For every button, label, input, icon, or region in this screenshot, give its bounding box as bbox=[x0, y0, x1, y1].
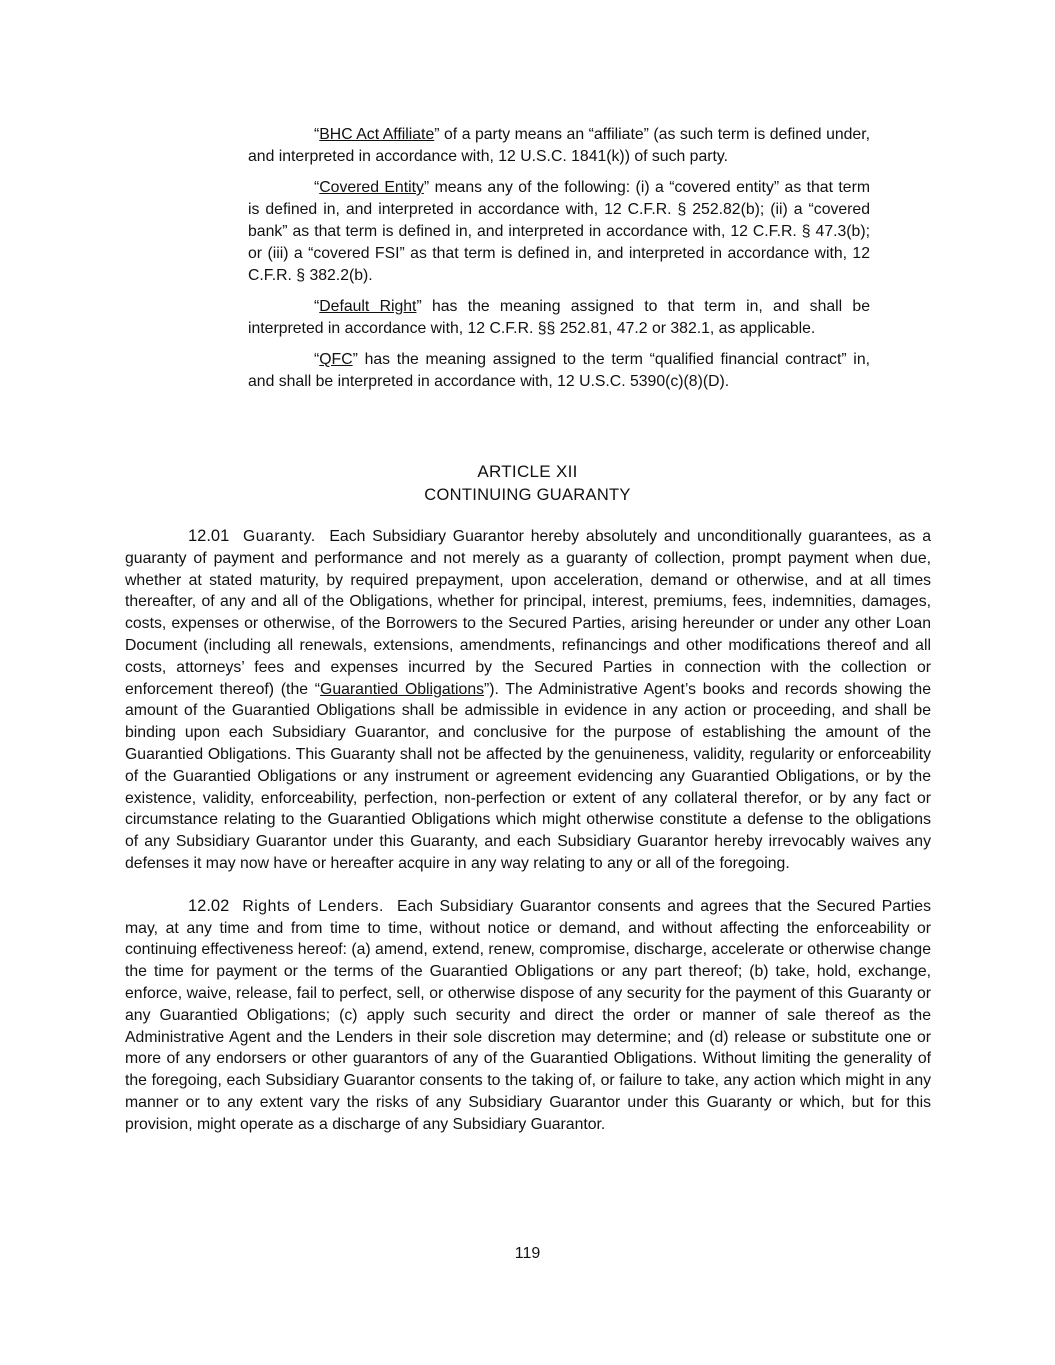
definition-text: has the meaning assigned to that term in, and shall be interpreted in accordance with, 12 C.F.R. §§ 252.81, 47.2 or 382.1, as applicable. bbox=[248, 298, 870, 337]
section-text: Each Subsidiary Guarantor consents and agrees that the Secured Parties may, at any time and from time to time, without notice or demand, and without affecting the enforceability or continuing effectiveness hereof: (a) amend, extend, renew, compromise, discharge, accelerate or otherwise change the time for payment or the terms of the Guarantied Obligations or any part thereof; (b) take, hold, exchange, enforce, waive, release, fail to perfect, sell, or otherwise dispose of any security for the payment of this Guaranty or any Guarantied Obligations; (c) apply such security and direct the order or manner of sale thereof as the Administrative Agent and the Lenders in their sole discretion may determine; and (d) release or substitute one or more of any endorsers or other guarantors of any of the Guarantied Obligations. Without limiting the generality of the foregoing, each Subsidiary Guarantor consents to the taking of, or failure to take, any action which might in any manner or to any extent vary the risks of any Subsidiary Guarantor under this Guaranty or which, but for this provision, might operate as a discharge of any Subsidiary Guarantor. bbox=[125, 897, 931, 1133]
section-text-continued: ”). The Administrative Agent’s books and records showing the amount of the Guarantied Obligations shall be admissible in evidence in any action or proceeding, and shall be binding upon each Subsidiary Guarantor, and conclusive for the purpose of establishing the amount of the Guarantied Obligations. This Guaranty shall not be affected by the genuineness, validity, regularity or enforceability of the Guarantied Obligations or any instrument or agreement evidencing any Guarantied Obligations, or by the existence, validity, enforceability, perfection, non-perfection or extent of any collateral therefor, or by any fact or circumstance relating to the Guarantied Obligations which might otherwise constitute a defense to the obligations of any Subsidiary Guarantor under this Guaranty, and each Subsidiary Guarantor hereby irrevocably waives any defenses it may now have or hereafter acquire in any way relating to any or all of the foregoing. bbox=[125, 680, 931, 872]
section-number: 12.01 bbox=[188, 527, 230, 545]
section-number: 12.02 bbox=[188, 896, 230, 915]
definition-default-right: “Default Right” has the meaning assigned to that term in, and shall be interpreted in accordance with, 12 C.F.R. §§ 252.81, 47.2 or 382.1, as applicable. bbox=[248, 298, 870, 337]
section-12-02 bbox=[125, 896, 931, 1136]
defined-term-guarantied-obligations: Guarantied Obligations bbox=[320, 680, 485, 698]
section-text: Each Subsidiary Guarantor hereby absolutely and unconditionally guarantees, as a guaranty of payment and performance and not merely as a guaranty of collection, prompt payment when due, whether at stated maturity, by required prepayment, upon acceleration, demand or otherwise, and at all times thereafter, of any and all of the Obligations, whether for principal, interest, premiums, fees, indemnities, damages, costs, expenses or otherwise, of the Borrowers to the Secured Parties, arising hereunder or under any other Loan Document (including all renewals, extensions, amendments, refinancings and other modifications thereof and all costs, attorneys’ fees and expenses incurred by the Secured Parties in connection with the collection or enforcement thereof) (the “ bbox=[125, 528, 932, 698]
definition-text: means any of the following: (i) a “covered entity” as that term is defined in, and interpreted in accordance with, 12 C.F.R. § 252.82(b); (ii) a “covered bank” as that term is defined in, and interpreted in accordance with, 12 C.F.R. § 47.3(b); or (iii) a “covered FSI” as that term is defined in, and interpreted in accordance with, 12 C.F.R. § 382.2(b). bbox=[248, 179, 870, 284]
defined-term: QFC bbox=[319, 351, 353, 368]
definition-text: has the meaning assigned to the term “qualified financial contract” in, and shall be interpreted in accordance with, 12 U.S.C. 5390(c)(8)(D). bbox=[248, 351, 870, 390]
section-12-01 bbox=[125, 526, 931, 875]
defined-term: BHC Act Affiliate bbox=[319, 126, 435, 143]
definition-covered-entity: “Covered Entity” means any of the following: (i) a “covered entity” as that term is defined in, and interpreted in accordance with, 12 C.F.R. § 252.82(b); (ii) a “covered bank” as that term is defined in, and interpreted in accordance with, 12 C.F.R. § 47.3(b); or (iii) a “covered FSI” as that term is defined in, and interpreted in accordance with, 12 C.F.R. § 382.2(b). bbox=[248, 179, 870, 284]
article-subtitle: CONTINUING GUARANTY bbox=[424, 486, 631, 504]
page-number: 119 bbox=[514, 1245, 541, 1262]
section-caption: Guaranty. bbox=[242, 528, 316, 545]
definition-bhc-act-affiliate: “BHC Act Affiliate” of a party means an “affiliate” (as such term is defined under, and interpreted in accordance with, 12 U.S.C. 1841(k)) of such party. bbox=[248, 126, 870, 165]
article-title: ARTICLE XII bbox=[477, 462, 578, 481]
article-body bbox=[125, 526, 931, 1157]
definition-qfc: “QFC” has the meaning assigned to the term “qualified financial contract” in, and shall be interpreted in accordance with, 12 U.S.C. 5390(c)(8)(D). bbox=[248, 351, 870, 390]
defined-term: Covered Entity bbox=[319, 179, 424, 196]
defined-term: Default Right bbox=[319, 298, 417, 315]
section-caption: Rights of Lenders. bbox=[242, 897, 384, 915]
definition-text: of a party means an “affiliate” (as such term is defined under, and interpreted in accordance with, 12 U.S.C. 1841(k)) of such party. bbox=[248, 126, 870, 165]
definitions-block bbox=[248, 124, 870, 402]
